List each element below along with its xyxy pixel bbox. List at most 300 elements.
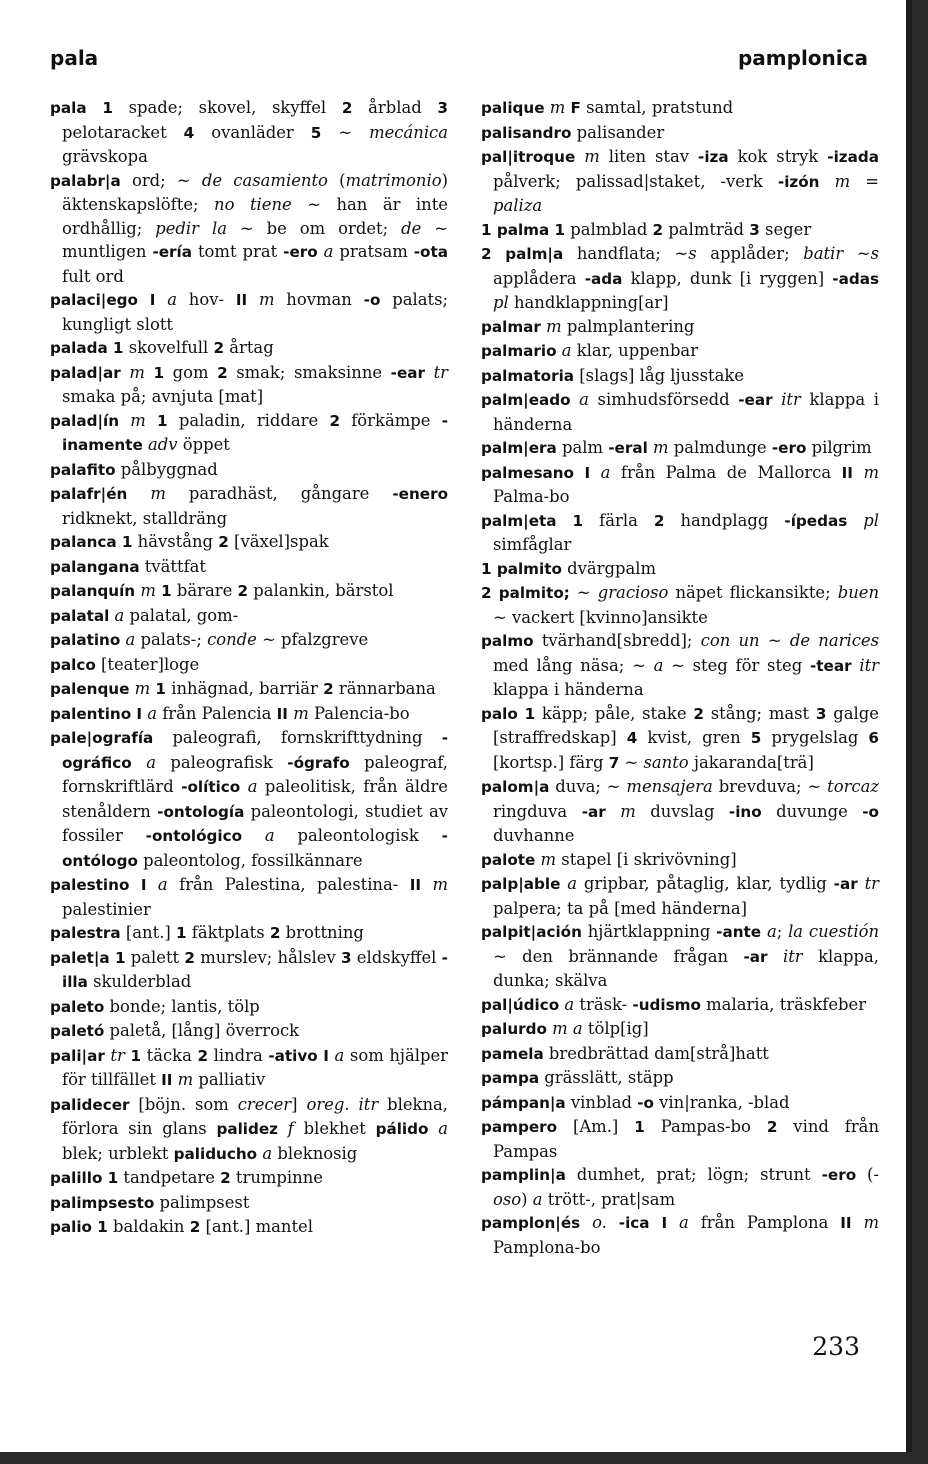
entry-text: från Palestina, palestina- xyxy=(167,875,410,894)
italic-text: a xyxy=(262,1143,273,1163)
entry-text xyxy=(421,875,432,894)
italic-text: pl xyxy=(863,510,879,530)
entry-text: ) xyxy=(521,1189,533,1209)
headword: pamplin|a xyxy=(481,1166,566,1184)
dictionary-entry xyxy=(481,1066,879,1091)
entry-text: paletå, [lång] överrock xyxy=(104,1021,300,1040)
sense-marker: 3 xyxy=(437,99,448,117)
sense-marker: 2 xyxy=(693,704,704,723)
sense-marker: 1 xyxy=(153,363,165,382)
entry-text xyxy=(129,875,140,894)
headword: palmario xyxy=(481,342,557,360)
headword: -ero xyxy=(283,243,318,261)
headword: palmatoria xyxy=(481,366,575,385)
entry-text: paleografi, fornskrifttydning xyxy=(153,728,442,747)
dictionary-entry xyxy=(50,361,448,409)
headword: palisandro xyxy=(481,123,572,142)
entry-text: tomt prat xyxy=(192,242,284,261)
entry-text: klappa, dunka; skälva xyxy=(493,946,879,990)
sense-marker: 1 xyxy=(107,1169,119,1187)
entry-text: paleontologi, studiet av fossiler xyxy=(62,801,448,845)
sense-marker: II xyxy=(841,463,853,482)
headword: -udismo xyxy=(632,995,701,1014)
entry-text: ~ muntligen xyxy=(62,218,448,261)
sense-marker: 2 xyxy=(197,1046,209,1065)
entry-text: prygelslag xyxy=(761,728,869,747)
italic-text: a xyxy=(323,242,334,261)
entry-text: ~ xyxy=(321,122,370,142)
entry-text: gom xyxy=(164,362,218,382)
entry-text: Pamplona-bo xyxy=(493,1237,601,1257)
italic-text: a xyxy=(125,630,136,649)
italic-text: oreg. itr xyxy=(306,1094,379,1114)
sense-marker: 1 xyxy=(130,1046,142,1065)
italic-text: itr xyxy=(859,655,879,675)
dictionary-entry xyxy=(50,579,448,604)
headword: -illa xyxy=(62,948,448,991)
sense-marker: 2 xyxy=(652,220,664,239)
entry-text: smak; smaksinne xyxy=(227,362,391,382)
entry-text: paleografisk xyxy=(155,752,288,772)
headword: -ada xyxy=(584,269,623,288)
headword: -enero xyxy=(392,485,448,503)
entry-text: ~ xyxy=(569,583,598,602)
entry-text: = xyxy=(850,171,879,191)
sense-marker: 1 xyxy=(572,511,584,530)
entry-text: palatal, gom- xyxy=(124,605,239,625)
entry-text: bärare xyxy=(171,581,238,600)
entry-text xyxy=(858,874,865,893)
headword: -ar xyxy=(833,875,858,893)
dictionary-entry xyxy=(481,242,879,315)
running-head-right: pamplonica xyxy=(737,46,868,70)
dictionary-entry xyxy=(50,96,448,169)
sense-marker: 1 xyxy=(155,680,166,698)
headword: palatino xyxy=(50,631,121,649)
entry-text: rännarbana xyxy=(333,679,436,698)
sense-marker: 1 xyxy=(524,704,536,723)
entry-text: palliativ xyxy=(193,1070,266,1089)
entry-text: palmplantering xyxy=(561,316,695,336)
italic-text: m xyxy=(293,703,309,723)
sense-marker: 2 xyxy=(653,511,665,530)
dictionary-entry xyxy=(481,1115,879,1163)
sense-marker: 1 xyxy=(634,1118,645,1136)
entry-text: tvättfat xyxy=(139,556,207,576)
italic-text: s xyxy=(870,244,879,263)
sense-marker: 1 xyxy=(554,220,566,239)
headword: pampa xyxy=(481,1069,540,1087)
italic-text: a xyxy=(579,390,589,409)
sense-marker: 2 xyxy=(184,948,195,967)
sense-marker: 1 xyxy=(161,582,172,600)
entry-text xyxy=(853,463,864,482)
entry-text: palats-; xyxy=(135,630,208,649)
entry-text: träsk- xyxy=(574,994,633,1014)
italic-text: mensajera xyxy=(626,777,713,796)
entry-text: gripbar, påtaglig, klar, tydlig xyxy=(577,874,834,893)
headword: palestino xyxy=(50,876,130,894)
entry-text xyxy=(425,363,434,382)
entry-text: paleolitisk, från äldre stenåldern xyxy=(62,777,449,821)
entry-text: hov- xyxy=(177,290,236,309)
headword: -ear xyxy=(738,391,773,409)
headword: palabr|a xyxy=(50,171,121,190)
headword: -ino xyxy=(728,802,762,821)
entry-text: handplagg xyxy=(664,510,785,530)
entry-text xyxy=(773,390,782,409)
italic-text: -oso xyxy=(493,1165,880,1209)
entry-text: årblad xyxy=(352,98,438,117)
entry-text: applåder; xyxy=(696,244,804,263)
italic-text: m xyxy=(258,290,275,309)
entry-text: palats; kungligt slott xyxy=(62,290,449,334)
entry-text: blekna, förlora sin glans xyxy=(62,1094,449,1138)
entry-text xyxy=(575,147,584,166)
dictionary-entry xyxy=(50,677,448,702)
entry-text: pratsam xyxy=(333,242,414,261)
italic-text: a xyxy=(653,655,664,675)
headword: palenque xyxy=(50,680,130,698)
dictionary-entry xyxy=(50,555,448,580)
entry-text: ~ xyxy=(759,631,790,650)
sense-marker: 1 xyxy=(112,339,124,357)
sense-marker: I xyxy=(584,463,591,482)
headword: -ontología xyxy=(157,802,245,821)
entry-text xyxy=(247,290,259,309)
entry-text: spade; skovel, skyffel xyxy=(112,98,342,117)
headword: palmo xyxy=(481,632,534,650)
headword: pamela xyxy=(481,1044,544,1063)
dictionary-entry xyxy=(50,336,448,361)
entry-text: duvunge xyxy=(761,801,863,821)
dictionary-entry xyxy=(481,121,879,146)
italic-text: de xyxy=(401,218,422,238)
entry-text xyxy=(847,511,863,530)
entry-text: paleograf, fornskriftlärd xyxy=(62,752,448,796)
dictionary-entry xyxy=(50,169,448,289)
sense-marker: 6 xyxy=(868,729,879,747)
italic-text: matrimonio xyxy=(345,170,442,190)
entry-text: från Pamplona xyxy=(688,1213,841,1232)
entry-text: blekhet xyxy=(293,1119,376,1138)
dictionary-entry xyxy=(481,557,879,582)
entry-text: murslev; hålslev xyxy=(194,947,341,967)
entry-text: pålbyggnad xyxy=(115,459,218,479)
entry-text: täcka xyxy=(141,1045,198,1065)
italic-text: la cuestión xyxy=(788,922,879,941)
italic-text: o. xyxy=(592,1213,607,1232)
sense-marker: 2 xyxy=(220,1169,231,1187)
italic-text: a xyxy=(147,703,158,723)
italic-text: a xyxy=(766,922,777,941)
sense-marker: 2 xyxy=(323,680,334,698)
entry-text: ; xyxy=(776,922,789,941)
entry-text xyxy=(278,1119,288,1138)
dictionary-entry xyxy=(50,702,448,727)
italic-text: m xyxy=(584,147,600,166)
entry-text: klappa i händerna xyxy=(493,390,880,434)
entry-text: trumpinne xyxy=(230,1168,323,1187)
entry-text: grävskopa xyxy=(62,147,148,166)
entry-text: förkämpe xyxy=(340,410,442,430)
italic-text: m xyxy=(129,362,145,382)
entry-text xyxy=(127,484,150,503)
entry-text xyxy=(146,411,157,430)
headword: pala 1 xyxy=(50,99,113,117)
dictionary-entry xyxy=(481,96,879,121)
entry-text: fäktplats xyxy=(186,923,270,942)
headword: palad|ar xyxy=(50,363,121,382)
headword: palillo xyxy=(50,1169,103,1187)
dictionary-entry xyxy=(50,1191,448,1216)
entry-text: bredbrättad dam[strå]hatt xyxy=(543,1043,769,1063)
entry-text xyxy=(518,704,525,723)
dictionary-entry xyxy=(50,653,448,678)
dictionary-entry xyxy=(481,436,879,461)
italic-text: buen xyxy=(837,583,880,602)
dictionary-entry xyxy=(50,1166,448,1191)
entry-text: palmdunge xyxy=(668,438,772,457)
italic-text: a xyxy=(679,1213,689,1232)
italic-text: m xyxy=(834,171,851,191)
headword: palada xyxy=(50,339,108,357)
sense-marker: 2 xyxy=(269,924,281,942)
entry-text: paladin, riddare xyxy=(167,410,330,430)
headword: -eral xyxy=(608,439,648,457)
entry-text: stång; mast xyxy=(703,703,816,723)
headword: palm|eta xyxy=(481,511,557,530)
entry-text: handklappning[ar] xyxy=(508,293,669,312)
italic-text: a xyxy=(146,752,156,772)
headword: 1 palma xyxy=(481,220,550,239)
entry-text xyxy=(852,1213,864,1232)
italic-text: no tiene xyxy=(214,195,292,214)
italic-text: pedir la xyxy=(155,218,227,238)
headword: -o xyxy=(363,291,381,309)
headword: -ontológico xyxy=(145,827,243,845)
entry-text: ~ pfalzgreve xyxy=(256,630,369,649)
entry-text: palm xyxy=(556,438,609,457)
entry-text: ] xyxy=(291,1094,307,1114)
entry-text: [böjn. som xyxy=(129,1094,238,1114)
sense-marker: 2 xyxy=(217,363,228,382)
entry-text: kvist, gren xyxy=(637,728,751,747)
entry-text: från Palencia xyxy=(157,703,277,723)
italic-text: itr xyxy=(782,946,803,966)
dictionary-entry xyxy=(481,848,879,873)
dictionary-entry xyxy=(481,581,879,629)
dictionary-entry xyxy=(481,1091,879,1116)
italic-text: tr xyxy=(864,874,879,893)
dictionary-entry xyxy=(481,145,879,218)
italic-text: tr xyxy=(110,1045,125,1065)
sense-marker: II xyxy=(161,1071,173,1089)
entry-text: liten stav xyxy=(599,147,699,166)
italic-text: m xyxy=(140,581,156,600)
dictionary-entry xyxy=(481,920,879,993)
italic-text: itr xyxy=(781,390,801,409)
dictionary-entry xyxy=(50,288,448,336)
sense-marker: I xyxy=(136,704,143,723)
sense-marker: 1 xyxy=(157,411,168,430)
dictionary-entry xyxy=(481,1042,879,1067)
entry-text: brevduva; ~ xyxy=(712,777,828,796)
entry-text: ( xyxy=(856,1165,874,1184)
entry-text: vind från Pampas xyxy=(493,1117,879,1161)
headword: -iza xyxy=(698,148,729,166)
italic-text: a xyxy=(532,1189,543,1209)
entry-text: brottning xyxy=(280,923,364,942)
entry-text xyxy=(574,463,585,482)
dictionary-entry xyxy=(50,1215,448,1240)
dictionary-entry xyxy=(50,458,448,483)
entry-text: klappa i händerna xyxy=(493,680,644,699)
italic-text: a xyxy=(114,605,125,625)
headword: paletó xyxy=(50,1022,105,1040)
dictionary-entry xyxy=(481,339,879,364)
dictionary-entry xyxy=(481,872,879,920)
entry-text: årtag xyxy=(224,338,274,357)
headword: pal|údico xyxy=(481,995,560,1014)
entry-text: näpet flickansikte; xyxy=(668,583,838,602)
headword: -ográfico xyxy=(62,729,448,772)
headword: palmar xyxy=(481,317,541,336)
headword: -olítico xyxy=(181,778,241,796)
entry-text: från Palma de Mallorca xyxy=(610,462,842,482)
italic-text: m xyxy=(863,462,879,482)
headword: palp|able xyxy=(481,875,561,893)
headword: pálido xyxy=(375,1120,429,1138)
entry-text: pelotaracket xyxy=(62,122,184,142)
sense-marker: 2 xyxy=(766,1118,778,1136)
dictionary-entry xyxy=(50,604,448,629)
headword: palo xyxy=(481,704,518,723)
italic-text: a xyxy=(600,462,611,482)
italic-text: m xyxy=(653,438,669,457)
headword: -o xyxy=(862,802,879,821)
headword: -ante xyxy=(716,923,762,941)
entry-text: handflata; ~ xyxy=(563,244,689,263)
sense-marker: 1 xyxy=(176,924,187,942)
entry-text: palankin, bärstol xyxy=(248,581,394,600)
sense-marker: 5 xyxy=(310,123,322,142)
entry-text: [teater]loge xyxy=(95,654,200,674)
entry-text: [Am.] xyxy=(557,1117,635,1136)
italic-text: a xyxy=(247,777,258,796)
entry-text: palmblad xyxy=(565,219,653,239)
headword: -ar xyxy=(743,947,768,966)
italic-text: gracioso xyxy=(597,583,669,602)
sense-marker: 2 xyxy=(213,339,225,357)
sense-marker: 1 xyxy=(121,533,133,551)
entry-text: baldakin xyxy=(107,1217,190,1236)
italic-text: santo xyxy=(643,752,689,772)
italic-text: a xyxy=(561,341,572,360)
entry-text: jakaranda[trä] xyxy=(688,752,814,772)
entry-text: palpera; ta på [med händerna] xyxy=(493,898,748,918)
sense-marker: 2 xyxy=(329,411,341,430)
dictionary-entry xyxy=(50,628,448,653)
sense-marker: II xyxy=(409,876,422,894)
entry-text: palestinier xyxy=(62,899,151,919)
italic-text: m xyxy=(549,98,566,117)
headword: palaci|ego xyxy=(50,291,138,309)
italic-text: m xyxy=(177,1070,194,1089)
headword: -ógrafo xyxy=(287,753,350,772)
headword: 2 palm|a xyxy=(481,245,564,263)
entry-text xyxy=(590,463,601,482)
entry-text xyxy=(607,1213,619,1232)
sense-marker: 2 xyxy=(218,533,229,551)
headword: palote xyxy=(481,850,536,869)
dictionary-entry xyxy=(481,629,879,702)
headword: palestra xyxy=(50,924,121,942)
italic-text: a xyxy=(334,1045,345,1065)
entry-text: paradhäst, gångare xyxy=(165,484,393,503)
entry-text xyxy=(768,947,783,966)
entry-text: smaka på; avnjuta [mat] xyxy=(62,387,264,406)
headword: palio xyxy=(50,1218,92,1236)
headword: -ica xyxy=(618,1214,650,1232)
headword: -tear xyxy=(809,656,852,675)
entry-text: ~ xyxy=(619,752,644,772)
entry-text: paleontologisk xyxy=(274,826,442,845)
dictionary-entry xyxy=(481,702,879,776)
headword: palad|ín xyxy=(50,411,120,430)
italic-text: m xyxy=(620,801,636,821)
headword: palurdo xyxy=(481,1020,547,1038)
headword: -ero xyxy=(821,1166,857,1184)
entry-text: vinblad xyxy=(565,1092,638,1112)
sense-marker: 1 xyxy=(97,1218,108,1236)
entry-text: ringduva xyxy=(493,801,582,821)
entry-text: [kortsp.] färg xyxy=(493,752,609,772)
headword: palidez xyxy=(216,1120,279,1138)
headword: -ativo xyxy=(268,1046,318,1065)
entry-text: Palencia-bo xyxy=(308,703,410,723)
sense-marker: I xyxy=(149,291,156,309)
entry-text xyxy=(428,1119,438,1138)
headword: palm|era xyxy=(481,439,557,457)
entry-text: simfåglar xyxy=(493,535,572,554)
headword: palm|eado xyxy=(481,391,571,409)
headword: -inamente xyxy=(62,411,448,454)
running-head-left: pala xyxy=(50,46,99,70)
headword: palentino xyxy=(50,704,132,723)
headword: palco xyxy=(50,655,96,674)
dictionary-entry xyxy=(50,530,448,555)
headword: pamplon|és xyxy=(481,1214,581,1232)
entry-text: skulderblad xyxy=(87,972,192,991)
entry-text xyxy=(138,290,150,309)
headword: -izón xyxy=(777,172,820,191)
entry-text xyxy=(606,802,620,821)
entry-text xyxy=(119,411,130,430)
entry-text: pilgrim xyxy=(806,438,872,457)
entry-text: galge [straffredskap] xyxy=(493,703,879,747)
dictionary-entry xyxy=(481,775,879,848)
italic-text: a xyxy=(157,875,168,894)
italic-text: de narices xyxy=(789,631,879,650)
entry-text: ~ steg för steg xyxy=(663,655,810,675)
entry-text: Palma-bo xyxy=(493,487,570,506)
italic-text: a xyxy=(564,994,575,1014)
italic-text: m a xyxy=(552,1019,583,1038)
entry-text xyxy=(650,1213,662,1232)
italic-text: m xyxy=(432,875,449,894)
entry-text: [slags] låg ljusstake xyxy=(574,365,744,385)
